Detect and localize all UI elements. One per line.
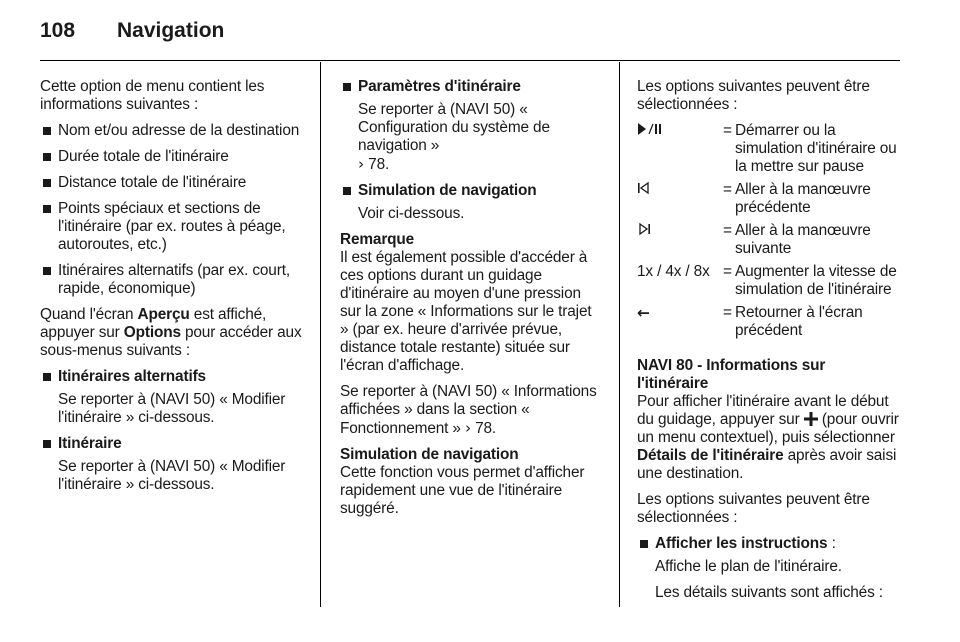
column-1 xyxy=(40,78,302,502)
table-row: = Démarrer ou la simulation d'itinéraire ou la mettre sur pause xyxy=(637,122,899,181)
page-number: 108 xyxy=(40,19,76,42)
table-cell-text: Aller à la manœuvre précédente xyxy=(735,181,871,216)
table-row: ← = Retourner à l'écran précédent xyxy=(637,304,899,345)
skip-previous-icon xyxy=(637,181,651,195)
column-3 xyxy=(637,78,899,610)
header-rule xyxy=(40,60,900,61)
options-intro-2: Les options suivantes peuvent être sélectionnées : xyxy=(637,491,870,526)
remark-reference: Se reporter à (NAVI 50) « Informations affichées » dans la section « Fonctionnement » › 78. xyxy=(340,383,597,437)
table-row: = Aller à la manœuvre suivante xyxy=(637,222,899,263)
apercu-paragraph: Quand l'écran Aperçu est affiché, appuyer sur Options pour accéder aux sous-menus suivants : xyxy=(40,306,302,359)
plus-icon xyxy=(804,412,818,426)
table-cell-symbol xyxy=(637,304,723,345)
table-cell-text: Augmenter la vitesse de simulation de l'itinéraire xyxy=(735,263,897,298)
afficher-text-1: Affiche le plan de l'itinéraire. xyxy=(655,558,842,575)
list-item: Distance totale de l'itinéraire xyxy=(40,174,302,192)
column-divider-left xyxy=(320,62,321,607)
skip-next-icon xyxy=(637,222,651,236)
param-title: Paramètres d'itinéraire xyxy=(340,78,602,96)
table-cell-symbol xyxy=(637,181,723,222)
afficher-title: Afficher les instructions xyxy=(655,535,828,552)
section-title: Navigation xyxy=(117,19,225,42)
table-cell-symbol: 1x / 4x / 8x xyxy=(637,263,710,280)
details-term: Détails de l'itinéraire xyxy=(637,447,784,464)
param-text: Se reporter à (NAVI 50) « Configuration du système de navigation » › 78. xyxy=(358,101,550,173)
column-divider-right xyxy=(619,62,620,607)
options-term: Options xyxy=(123,324,181,341)
table-cell-text: Aller à la manœuvre suivante xyxy=(735,222,871,257)
table-cell-text: Démarrer ou la simulation d'itinéraire ou la mettre sur pause xyxy=(735,122,897,175)
list-item: Itinéraires alternatifs (par ex. court, rapide, économique) xyxy=(40,262,302,298)
list-item: Durée totale de l'itinéraire xyxy=(40,148,302,166)
simulation-text: Voir ci-dessous. xyxy=(358,205,465,222)
simulation-heading: Simulation de navigation xyxy=(340,446,519,463)
table-cell-text: Retourner à l'écran précédent xyxy=(735,304,863,339)
submenu-title-alternatives: Itinéraires alternatifs xyxy=(40,368,302,386)
list-item: Points spéciaux et sections de l'itinéraire (par ex. routes à péage, autoroutes, etc.) xyxy=(40,200,302,254)
options-intro: Les options suivantes peuvent être sélectionnées : xyxy=(637,78,870,113)
table-row: = Aller à la manœuvre précédente xyxy=(637,181,899,222)
simulation-title: Simulation de navigation xyxy=(340,182,602,200)
remark-title: Remarque xyxy=(340,231,415,248)
afficher-text-2: Les détails suivants sont affichés : xyxy=(655,584,883,601)
list-item: Nom et/ou adresse de la destination xyxy=(40,122,302,140)
apercu-term: Aperçu xyxy=(137,306,190,323)
navi80-paragraph: Pour afficher l'itinéraire avant le début du guidage, appuyer sur (pour ouvrir un menu contextuel), puis sélectionner Détails de l'itinéraire après avoir saisi une destination. xyxy=(637,393,899,482)
options-table xyxy=(637,122,899,345)
page-ref-icon: › xyxy=(464,419,471,437)
submenu-title-itineraire: Itinéraire xyxy=(40,435,302,453)
back-arrow-icon: ← xyxy=(637,304,650,322)
intro-paragraph: Cette option de menu contient les informations suivantes : xyxy=(40,78,265,113)
page-ref-icon: › xyxy=(358,155,365,173)
table-row: 1x / 4x / 8x = Augmenter la vitesse de simulation de l'itinéraire xyxy=(637,263,899,304)
afficher-item: Afficher les instructions : xyxy=(637,535,899,553)
submenu-text-itineraire: Se reporter à (NAVI 50) « Modifier l'itinéraire » ci-dessous. xyxy=(58,458,286,493)
navi80-title: NAVI 80 - Informations sur l'itinéraire xyxy=(637,357,826,392)
simulation-description: Cette fonction vous permet d'afficher rapidement une vue de l'itinéraire suggéré. xyxy=(340,464,585,517)
play-pause-icon xyxy=(637,122,663,136)
submenu-text-alternatives: Se reporter à (NAVI 50) « Modifier l'itinéraire » ci-dessous. xyxy=(58,391,286,426)
table-cell-symbol xyxy=(637,222,723,263)
column-2 xyxy=(340,78,602,526)
remark-text: Il est également possible d'accéder à ces options durant un guidage d'itinéraire au moyen d'une pression sur la zone « Informations sur le trajet » (par ex. heure d'arrivée prévue, distance totale restante) située sur l'écran d'affichage. xyxy=(340,249,592,374)
table-cell-symbol xyxy=(637,122,723,181)
